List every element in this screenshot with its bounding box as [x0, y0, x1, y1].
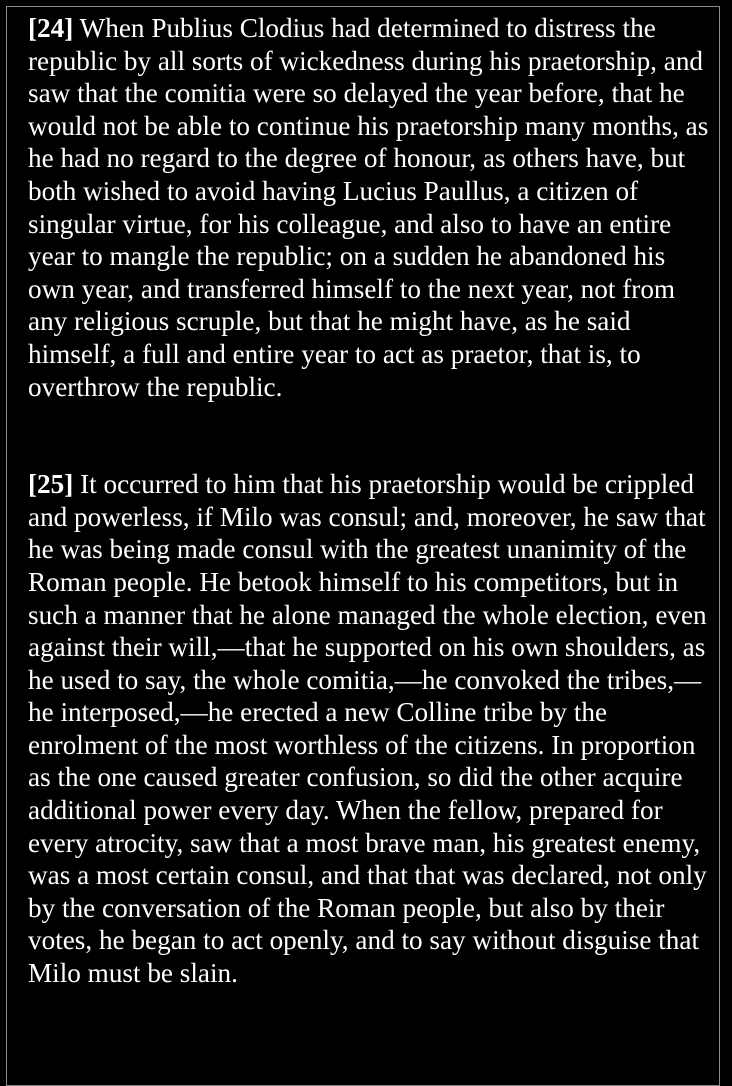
paragraph-number: [24]	[28, 13, 74, 43]
paragraph-text: It occurred to him that his praetorship would be crippled and powerless, if Milo was consul; and, moreover, he saw that he was being made consul with the greatest unanimity of the Roman people. He betook himself to his competitors, but in such a manner that he alone managed the whole election, even against their will,—that he supported on his own shoulders, as he used to say, the whole comitia,—he convoked the tribes,—he interposed,—he erected a new Colline tribe by the enrolment of the most worthless of the citizens. In proportion as the one caused greater confusion, so did the other acquire additional power every day. When the fellow, prepared for every atrocity, saw that a most brave man, his greatest enemy, was a most certain consul, and that that was declared, not only by the conversation of the Roman people, but also by their votes, he began to act openly, and to say without disguise that Milo must be slain.	[28, 469, 707, 989]
document-body	[28, 12, 718, 990]
paragraph-text: When Publius Clodius had determined to distress the republic by all sorts of wickedness during his praetorship, and saw that the comitia were so delayed the year before, that he would not be able to continue his praetorship many months, as he had no regard to the degree of honour, as others have, but both wished to avoid having Lucius Paullus, a citizen of singular virtue, for his colleague, and also to have an entire year to mangle the republic; on a sudden he abandoned his own year, and transferred himself to the next year, not from any religious scruple, but that he might have, as he said himself, a full and entire year to act as praetor, that is, to overthrow the republic.	[28, 13, 709, 402]
paragraph-number: [25]	[28, 469, 74, 500]
paragraph-24	[28, 12, 718, 403]
paragraph-25	[28, 468, 718, 990]
